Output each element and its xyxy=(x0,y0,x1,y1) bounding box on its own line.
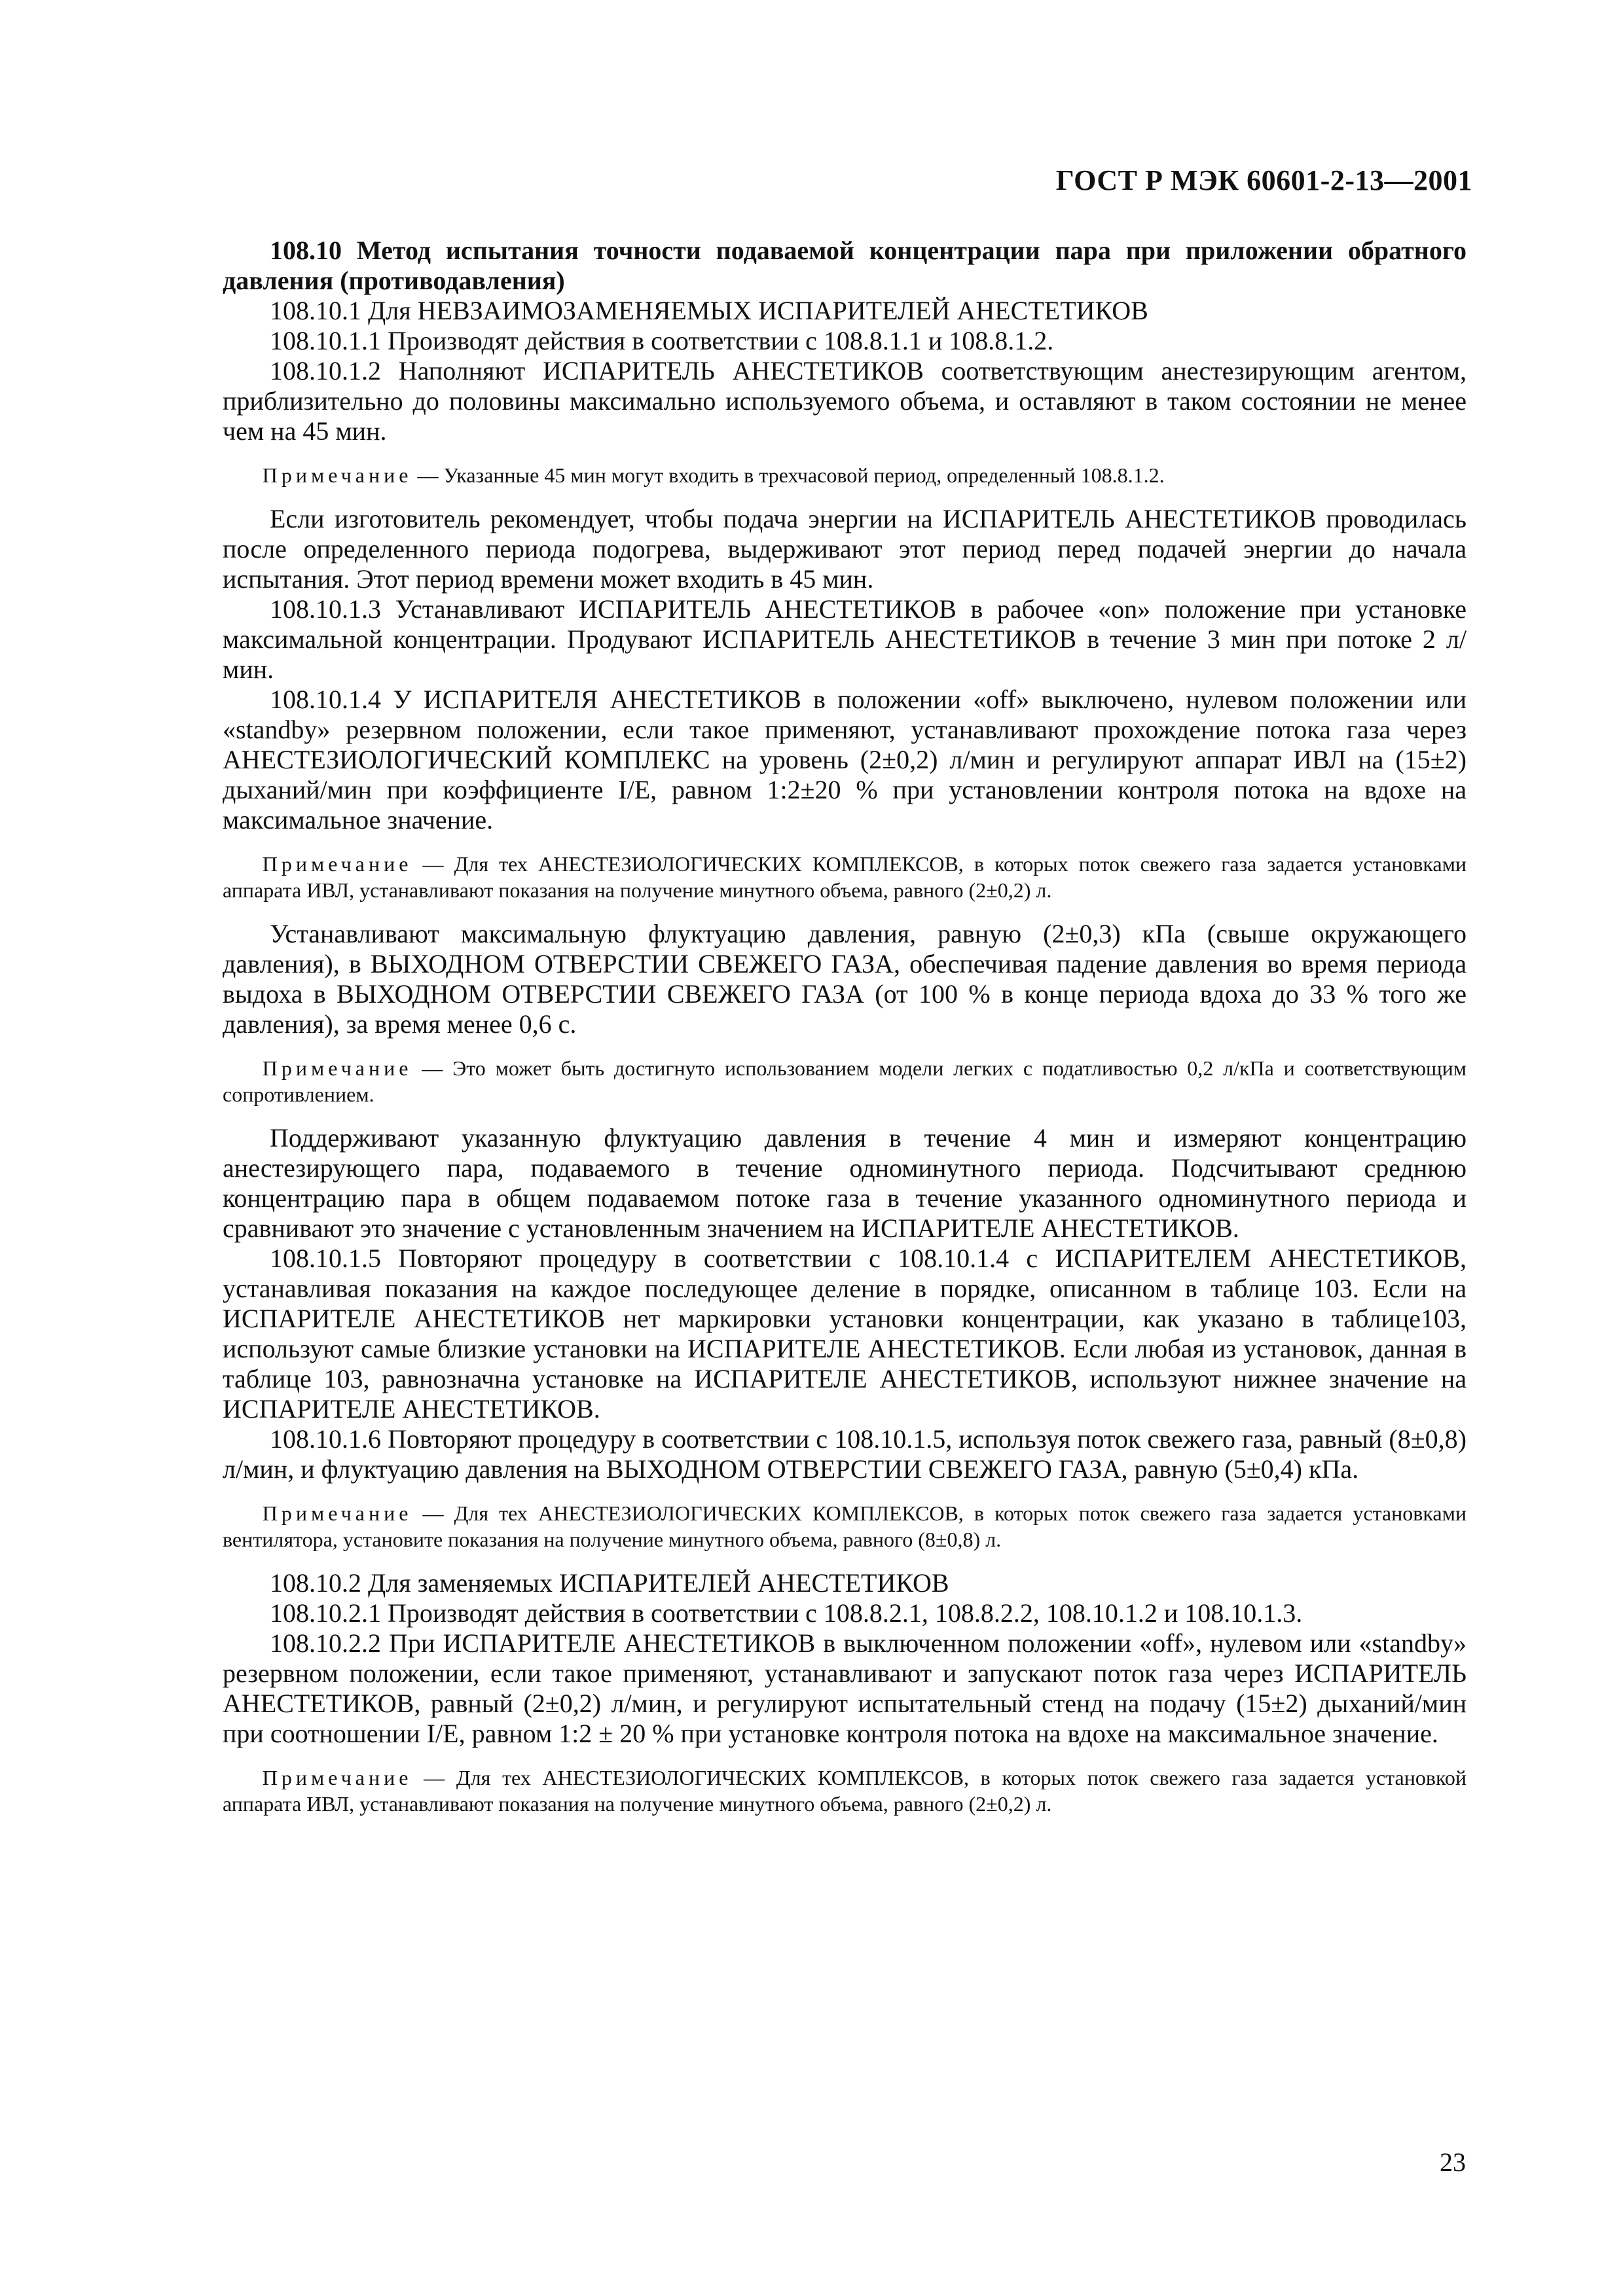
note-label: Примечание xyxy=(262,1766,412,1789)
note-label: Примечание xyxy=(262,463,412,487)
paragraph: 108.10.2.2 При ИСПАРИТЕЛЕ АНЕСТЕТИКОВ в выключенном положении «off», нулевом или «standby» резервном положении, если такое применяют, устанавливают и запускают поток газа через ИСПАРИТЕЛЬ АНЕСТЕТИКОВ, равный (2±0,2) л/мин, и регулируют испытательный стенд на подачу (15±2) дыханий/мин при соотношении I/E, равном 1:2 ± 20 % при установке контроля потока на вдохе на максимальное значение. xyxy=(223,1628,1467,1748)
note-label: Примечание xyxy=(262,1501,412,1525)
paragraph: Если изготовитель рекомендует, чтобы подача энергии на ИСПАРИТЕЛЬ АНЕСТЕТИКОВ проводилась после определенного периода подогрева, выдерживают этот период перед подачей энергии до начала испытания. Этот период времени может входить в 45 мин. xyxy=(223,504,1467,594)
section-heading: 108.10 Метод испытания точности подаваемой концентрации пара при приложении обратного давления (противодавления) xyxy=(223,236,1467,295)
note xyxy=(223,462,1467,488)
paragraph: 108.10.1.1 Производят действия в соответствии с 108.8.1.1 и 108.8.1.2. xyxy=(270,326,1054,355)
paragraph: 108.10.1.6 Повторяют процедуру в соответствии с 108.10.1.5, используя поток свежего газа, равный (8±0,8) л/мин, и флуктуацию давления на ВЫХОДНОМ ОТВЕРСТИИ СВЕЖЕГО ГАЗА, равную (5±0,4) кПа. xyxy=(223,1424,1467,1484)
document-header: ГОСТ Р МЭК 60601-2-13—2001 xyxy=(1055,164,1472,196)
note xyxy=(223,1500,1467,1552)
note-label: Примечание xyxy=(262,852,412,876)
paragraph: 108.10.1.5 Повторяют процедуру в соответствии с 108.10.1.4 с ИСПАРИТЕЛЕМ АНЕСТЕТИКОВ, устанавливая показания на каждое последующее деление в порядке, описанном в таблице 103. Если на ИСПАРИТЕЛЕ АНЕСТЕТИКОВ нет маркировки установки концентрации, как указано в таблице103, используют самые близкие установки на ИСПАРИТЕЛЕ АНЕСТЕТИКОВ. Если любая из установок, данная в таблице 103, равнозначна установке на ИСПАРИТЕЛЕ АНЕСТЕТИКОВ, используют нижнее значение на ИСПАРИТЕЛЕ АНЕСТЕТИКОВ. xyxy=(223,1244,1467,1424)
page-number: 23 xyxy=(1440,2147,1466,2177)
document-body xyxy=(223,236,1467,1833)
note xyxy=(223,1055,1467,1107)
note-text: — Указанные 45 мин могут входить в трехчасовой период, определенный 108.8.1.2. xyxy=(412,463,1165,487)
paragraph: 108.10.2.1 Производят действия в соответствии с 108.8.2.1, 108.8.2.2, 108.10.1.2 и 108.10.1.3. xyxy=(270,1598,1303,1628)
note xyxy=(223,1765,1467,1817)
note-text: — Для тех АНЕСТЕЗИОЛОГИЧЕСКИХ КОМПЛЕКСОВ, в которых поток свежего газа задается установкой аппарата ИВЛ, устанавливают показания на получение минутного объема, равного (2±0,2) л. xyxy=(223,1766,1467,1816)
paragraph: Поддерживают указанную флуктуацию давления в течение 4 мин и измеряют концентрацию анестезирующего пара, подаваемого в течение одноминутного периода. Подсчитывают среднюю концентрацию пара в общем подаваемом потоке газа в течение указанного одноминутного периода и сравнивают это значение с установленным значением на ИСПАРИТЕЛЕ АНЕСТЕТИКОВ. xyxy=(223,1123,1467,1243)
note-text: — Для тех АНЕСТЕЗИОЛОГИЧЕСКИХ КОМПЛЕКСОВ, в которых поток свежего газа задается установками аппарата ИВЛ, устанавливают показания на получение минутного объема, равного (2±0,2) л. xyxy=(223,852,1467,902)
paragraph: 108.10.1.3 Устанавливают ИСПАРИТЕЛЬ АНЕСТЕТИКОВ в рабочее «on» положение при установке максимальной концентрации. Продувают ИСПАРИТЕЛЬ АНЕСТЕТИКОВ в течение 3 мин при потоке 2 л/мин. xyxy=(223,594,1467,684)
paragraph: 108.10.1.4 У ИСПАРИТЕЛЯ АНЕСТЕТИКОВ в положении «off» выключено, нулевом положении или «standby» резервном положении, если такое применяют, устанавливают прохождение потока газа через АНЕСТЕЗИОЛОГИЧЕСКИЙ КОМПЛЕКС на уровень (2±0,2) л/мин и регулируют аппарат ИВЛ на (15±2) дыханий/мин при коэффициенте I/E, равном 1:2±20 % при установлении контроля потока на вдохе на максимальное значение. xyxy=(223,685,1467,834)
note-label: Примечание xyxy=(262,1056,412,1080)
note-text: — Это может быть достигнуто использованием модели легких с податливостью 0,2 л/кПа и соответствующим сопротивлением. xyxy=(223,1056,1467,1106)
paragraph: 108.10.2 Для заменяемых ИСПАРИТЕЛЕЙ АНЕСТЕТИКОВ xyxy=(270,1568,949,1598)
paragraph: 108.10.1.2 Наполняют ИСПАРИТЕЛЬ АНЕСТЕТИКОВ соответствующим анестезирующим агентом, приблизительно до половины максимально используемого объема, и оставляют в таком состоянии не менее чем на 45 мин. xyxy=(223,356,1467,446)
paragraph: 108.10.1 Для НЕВЗАИМОЗАМЕНЯЕМЫХ ИСПАРИТЕЛЕЙ АНЕСТЕТИКОВ xyxy=(270,296,1148,325)
note xyxy=(223,851,1467,903)
note-text: — Для тех АНЕСТЕЗИОЛОГИЧЕСКИХ КОМПЛЕКСОВ, в которых поток свежего газа задается установками вентилятора, установите показания на получение минутного объема, равного (8±0,8) л. xyxy=(223,1501,1467,1551)
paragraph: Устанавливают максимальную флуктуацию давления, равную (2±0,3) кПа (свыше окружающего давления), в ВЫХОДНОМ ОТВЕРСТИИ СВЕЖЕГО ГАЗА, обеспечивая падение давления во время периода выдоха в ВЫХОДНОМ ОТВЕРСТИИ СВЕЖЕГО ГАЗА (от 100 % в конце периода вдоха до 33 % того же давления), за время менее 0,6 с. xyxy=(223,919,1467,1039)
